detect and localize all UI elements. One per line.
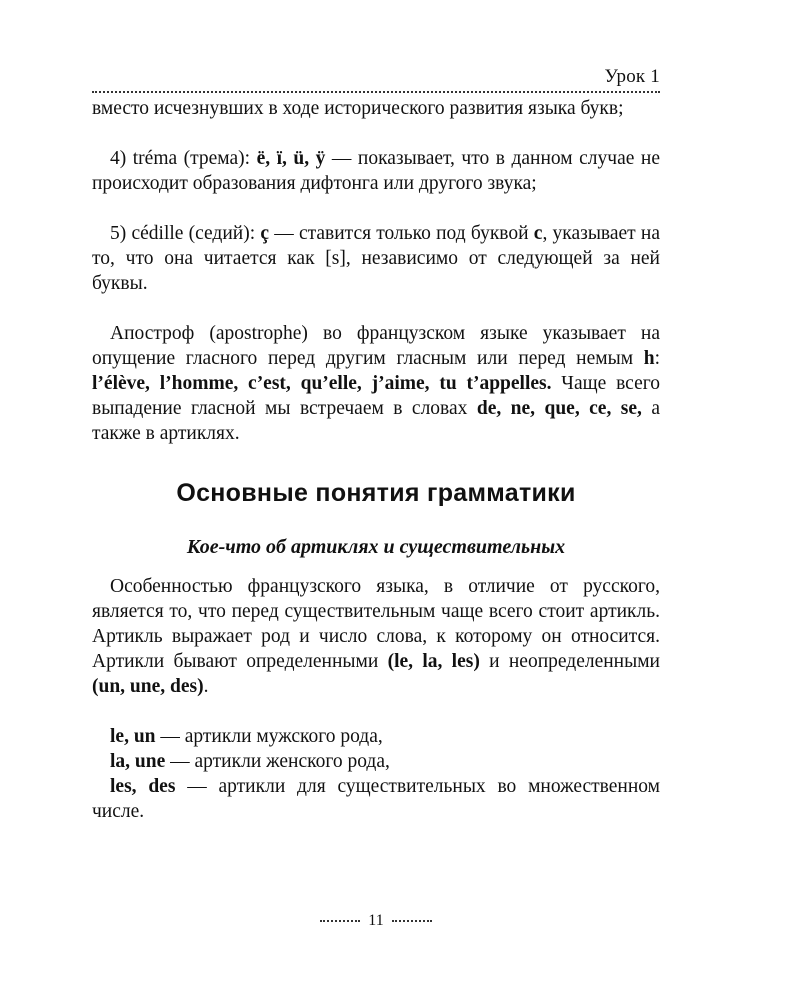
spacer [92,121,660,146]
paragraph-cedille [92,221,660,296]
apostrophe-h: h [643,348,655,369]
articles-text-2: и неопределенными [479,651,660,672]
cedille-mid: — ставится только под буквой [269,223,534,244]
page-number: 11 [368,912,384,929]
definition-term: le, un [110,726,156,747]
definition-plural [92,774,660,824]
cedille-rest: , указывает на то, что она читается как [s], независимо от следующей за ней буквы. [92,223,661,294]
definition-masculine [92,724,660,749]
header-dotted-rule [92,91,660,93]
definition-text: — артикли женского рода, [165,751,390,772]
articles-indefinite: (un, une, des) [92,676,204,697]
footer-dots-left [320,920,360,922]
page-body [92,96,660,824]
definition-text: — артикли для существительных во множественном числе. [92,776,660,822]
trema-lead: 4) tréma (трема): [110,148,257,169]
definition-term: les, des [110,776,176,797]
book-page [92,0,660,1000]
apostrophe-words: de, ne, que, ce, se, [476,398,642,419]
spacer [92,699,660,724]
trema-rest: — показывает, что в данном случае не происходит образования дифтонга или другого звука; [92,148,660,194]
definition-feminine [92,749,660,774]
cedille-char: ç [260,223,270,244]
apostrophe-examples: l’élève, l’homme, c’est, qu’elle, j’aime, tu t’appelles. [92,373,552,394]
spacer [92,196,660,221]
section-heading: Основные понятия грамматики [176,479,576,507]
articles-definite: (le, la, les) [387,651,480,672]
paragraph-continuation: вместо исчезнувших в ходе исторического развития языка букв; [92,98,624,119]
paragraph-trema [92,146,660,196]
apostrophe-text-3: а также в артиклях. [92,398,661,444]
paragraph-articles [92,574,660,699]
section-subheading: Кое-что об артиклях и существительных [186,536,566,558]
cedille-lead: 5) cédille (седий): [110,223,261,244]
apostrophe-text-2: Чаще всего выпадение гласной мы встречаем в словах [92,373,660,419]
definition-text: — артикли мужского рода, [155,726,383,747]
page-footer [92,912,660,930]
apostrophe-colon: : [654,348,660,369]
footer-dots-right [392,920,432,922]
spacer [92,296,660,321]
articles-text-1: Особенностью французского языка, в отличие от русского, является то, что перед существительным чаще всего стоит артикль. Артикль выражает род и число слова, к которому он относится. Артикли бывают определенными [92,576,660,672]
definition-term: la, une [110,751,166,772]
running-head: Урок 1 [604,66,660,87]
paragraph-apostrophe [92,321,660,446]
trema-chars: ë, ï, ü, ÿ [256,148,326,169]
articles-text-3: . [203,676,209,697]
apostrophe-text-1: Апостроф (apostrophe) во французском языке указывает на опущение гласного перед другим гласным или перед немым [92,323,660,369]
cedille-letter: c [533,223,543,244]
